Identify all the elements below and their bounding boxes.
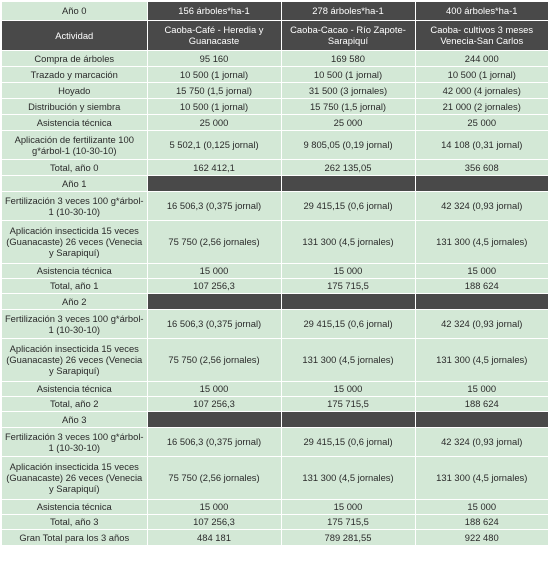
value-cell: 15 750 (1,5 jornal)	[147, 82, 281, 98]
table-row	[2, 130, 548, 159]
year-0-label: Año 0	[2, 2, 147, 20]
activity-cell: Aplicación insecticida 15 veces (Guanacaste) 26 veces (Venecia y Sarapiquí)	[2, 456, 147, 499]
value-cell: 10 500 (1 jornal)	[147, 66, 281, 82]
table-row	[2, 191, 548, 220]
value-cell: 42 324 (0,93 jornal)	[415, 427, 548, 456]
value-cell: 175 715,5	[281, 396, 415, 411]
activity-cell: Fertilización 3 veces 100 g*árbol-1 (10-30-10)	[2, 427, 147, 456]
value-cell: 16 506,3 (0,375 jornal)	[147, 427, 281, 456]
value-cell: 16 506,3 (0,375 jornal)	[147, 309, 281, 338]
cost-table-container	[2, 2, 548, 546]
total-row	[2, 278, 548, 293]
value-cell: 175 715,5	[281, 278, 415, 293]
system-2-column-header: Caoba-Cacao - Río Zapote-Sarapiquí	[281, 20, 415, 50]
value-cell: 10 500 (1 jornal)	[281, 66, 415, 82]
value-cell: 15 000	[281, 263, 415, 278]
density-400-label: 400 árboles*ha-1	[415, 2, 548, 20]
value-cell: 10 500 (1 jornal)	[147, 98, 281, 114]
value-cell: 15 000	[415, 499, 548, 514]
value-cell: 131 300 (4,5 jornales)	[415, 456, 548, 499]
table-row	[2, 220, 548, 263]
activity-cell: Asistencia técnica	[2, 499, 147, 514]
activity-cell: Aplicación insecticida 15 veces (Guanacaste) 26 veces (Venecia y Sarapiquí)	[2, 338, 147, 381]
system-1-column-header: Caoba-Café - Heredia y Guanacaste	[147, 20, 281, 50]
activity-cell: Fertilización 3 veces 100 g*árbol-1 (10-30-10)	[2, 191, 147, 220]
activity-cell: Aplicación de fertilizante 100 g*árbol-1 (10-30-10)	[2, 130, 147, 159]
activity-cell: Hoyado	[2, 82, 147, 98]
cost-table	[2, 2, 548, 546]
value-cell: 107 256,3	[147, 396, 281, 411]
value-cell: 9 805,05 (0,19 jornal)	[281, 130, 415, 159]
activity-cell: Aplicación insecticida 15 veces (Guanacaste) 26 veces (Venecia y Sarapiquí)	[2, 220, 147, 263]
density-header-row	[2, 2, 548, 20]
activity-cell: Trazado y marcación	[2, 66, 147, 82]
value-cell: 16 506,3 (0,375 jornal)	[147, 191, 281, 220]
activity-cell: Total, año 1	[2, 278, 147, 293]
value-cell: 14 108 (0,31 jornal)	[415, 130, 548, 159]
table-row	[2, 66, 548, 82]
value-cell: 15 750 (1,5 jornal)	[281, 98, 415, 114]
value-cell: 131 300 (4,5 jornales)	[415, 338, 548, 381]
year-3-header-row	[2, 411, 548, 427]
system-3-column-header: Caoba- cultivos 3 meses Venecia-San Carlos	[415, 20, 548, 50]
value-cell: 244 000	[415, 50, 548, 66]
year-1-header-row	[2, 175, 548, 191]
activity-cell: Compra de árboles	[2, 50, 147, 66]
value-cell: 131 300 (4,5 jornales)	[415, 220, 548, 263]
value-cell: 75 750 (2,56 jornales)	[147, 220, 281, 263]
value-cell: 15 000	[147, 381, 281, 396]
value-cell: 262 135,05	[281, 159, 415, 175]
value-cell: 356 608	[415, 159, 548, 175]
value-cell: 15 000	[147, 263, 281, 278]
activity-cell: Distribución y siembra	[2, 98, 147, 114]
value-cell: 15 000	[281, 381, 415, 396]
year-1-label: Año 1	[2, 175, 147, 191]
year-2-header-row	[2, 293, 548, 309]
value-cell: 107 256,3	[147, 278, 281, 293]
activity-cell: Asistencia técnica	[2, 263, 147, 278]
value-cell: 15 000	[415, 381, 548, 396]
value-cell: 95 160	[147, 50, 281, 66]
table-row	[2, 456, 548, 499]
value-cell: 42 324 (0,93 jornal)	[415, 309, 548, 338]
year-2-label: Año 2	[2, 293, 147, 309]
column-header-row	[2, 20, 548, 50]
value-cell: 75 750 (2,56 jornales)	[147, 338, 281, 381]
total-row	[2, 159, 548, 175]
value-cell: 42 000 (4 jornales)	[415, 82, 548, 98]
table-row	[2, 338, 548, 381]
value-cell: 131 300 (4,5 jornales)	[281, 456, 415, 499]
grand-total-row	[2, 529, 548, 545]
activity-cell: Asistencia técnica	[2, 114, 147, 130]
value-cell: 29 415,15 (0,6 jornal)	[281, 309, 415, 338]
table-row	[2, 309, 548, 338]
total-row	[2, 396, 548, 411]
value-cell: 922 480	[415, 529, 548, 545]
value-cell: 15 000	[147, 499, 281, 514]
table-row	[2, 114, 548, 130]
activity-cell: Total, año 0	[2, 159, 147, 175]
table-row	[2, 82, 548, 98]
activity-cell: Asistencia técnica	[2, 381, 147, 396]
value-cell: 169 580	[281, 50, 415, 66]
table-row	[2, 98, 548, 114]
value-cell: 131 300 (4,5 jornales)	[281, 338, 415, 381]
value-cell: 188 624	[415, 396, 548, 411]
density-278-label: 278 árboles*ha-1	[281, 2, 415, 20]
activity-column-header: Actividad	[2, 20, 147, 50]
value-cell: 5 502,1 (0,125 jornal)	[147, 130, 281, 159]
value-cell: 484 181	[147, 529, 281, 545]
value-cell: 21 000 (2 jornales)	[415, 98, 548, 114]
table-row	[2, 427, 548, 456]
value-cell: 29 415,15 (0,6 jornal)	[281, 191, 415, 220]
value-cell: 75 750 (2,56 jornales)	[147, 456, 281, 499]
value-cell: 15 000	[415, 263, 548, 278]
value-cell: 25 000	[281, 114, 415, 130]
activity-cell: Total, año 2	[2, 396, 147, 411]
year-3-label: Año 3	[2, 411, 147, 427]
value-cell: 31 500 (3 jornales)	[281, 82, 415, 98]
total-row	[2, 514, 548, 529]
value-cell: 162 412,1	[147, 159, 281, 175]
activity-cell: Fertilización 3 veces 100 g*árbol-1 (10-30-10)	[2, 309, 147, 338]
value-cell: 15 000	[281, 499, 415, 514]
value-cell: 188 624	[415, 278, 548, 293]
table-row	[2, 381, 548, 396]
value-cell: 131 300 (4,5 jornales)	[281, 220, 415, 263]
activity-cell: Gran Total para los 3 años	[2, 529, 147, 545]
table-row	[2, 499, 548, 514]
value-cell: 789 281,55	[281, 529, 415, 545]
value-cell: 107 256,3	[147, 514, 281, 529]
density-156-label: 156 árboles*ha-1	[147, 2, 281, 20]
value-cell: 25 000	[147, 114, 281, 130]
table-row	[2, 263, 548, 278]
activity-cell: Total, año 3	[2, 514, 147, 529]
value-cell: 29 415,15 (0,6 jornal)	[281, 427, 415, 456]
table-row	[2, 50, 548, 66]
value-cell: 10 500 (1 jornal)	[415, 66, 548, 82]
value-cell: 175 715,5	[281, 514, 415, 529]
value-cell: 188 624	[415, 514, 548, 529]
value-cell: 42 324 (0,93 jornal)	[415, 191, 548, 220]
value-cell: 25 000	[415, 114, 548, 130]
